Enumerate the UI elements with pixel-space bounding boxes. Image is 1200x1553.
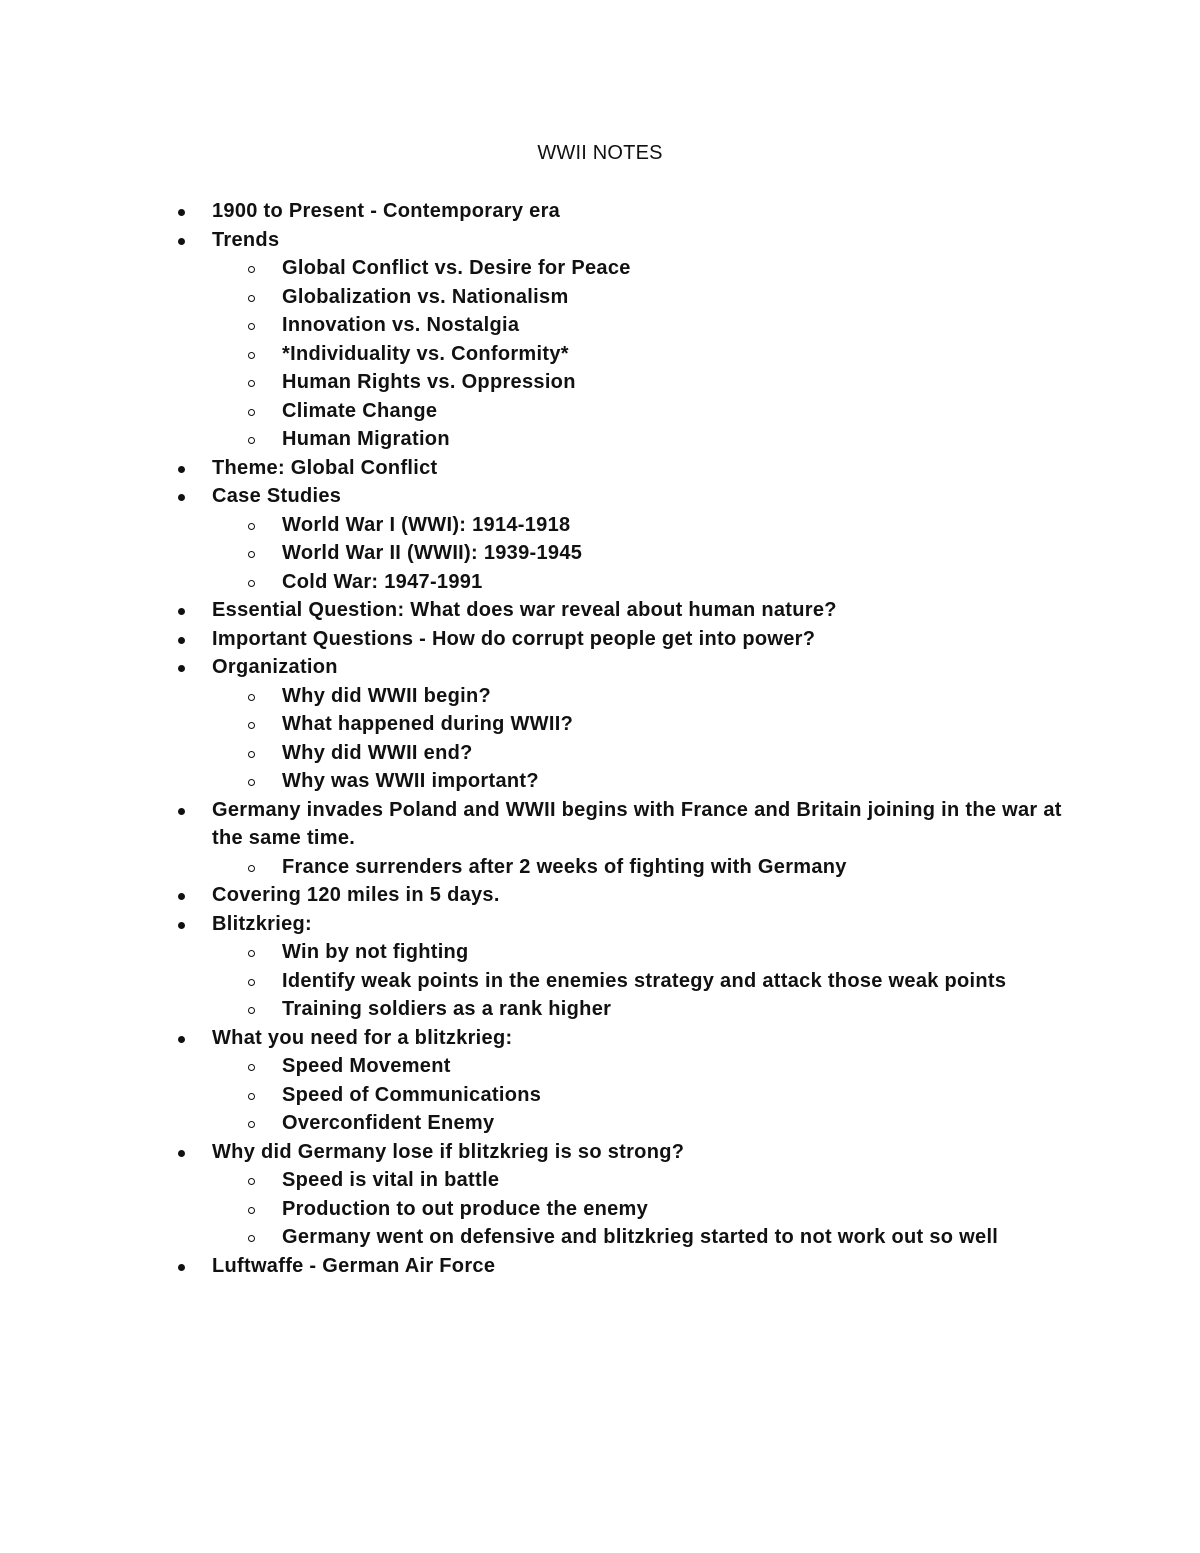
list-item-text: Luftwaffe - German Air Force xyxy=(212,1254,496,1277)
bullet-icon xyxy=(178,608,185,615)
sub-list-item xyxy=(212,1052,1092,1081)
sub-list-item-text: Why did WWII begin? xyxy=(282,684,491,707)
sub-list-item xyxy=(212,853,1092,882)
sub-list-item xyxy=(212,568,1092,597)
sub-list-item-text: Why was WWII important? xyxy=(282,770,539,792)
list-item xyxy=(212,910,1092,1024)
hollow-bullet-icon xyxy=(248,950,255,957)
notes-list xyxy=(212,197,1092,1280)
sub-list-item-text: Human Rights vs. Oppression xyxy=(282,371,576,393)
sub-list-item xyxy=(212,511,1092,540)
list-item-text: Blitzkrieg: xyxy=(212,912,312,935)
bullet-icon xyxy=(178,494,185,501)
hollow-bullet-icon xyxy=(248,551,255,558)
sub-list-item-text: Identify weak points in the enemies strategy and attack those weak points xyxy=(282,969,1007,992)
sub-list-item xyxy=(212,1081,1092,1110)
bullet-icon xyxy=(178,466,185,473)
list-item-text: Trends xyxy=(212,228,280,251)
list-item-text: Organization xyxy=(212,656,338,678)
hollow-bullet-icon xyxy=(248,1064,255,1071)
hollow-bullet-icon xyxy=(248,694,255,701)
list-item xyxy=(212,1024,1092,1138)
bullet-icon xyxy=(178,209,185,216)
bullet-icon xyxy=(178,893,185,900)
list-item-text: Why did Germany lose if blitzkrieg is so strong? xyxy=(212,1140,685,1163)
hollow-bullet-icon xyxy=(248,1207,255,1214)
hollow-bullet-icon xyxy=(248,722,255,729)
sub-list-item xyxy=(212,340,1092,369)
list-item-text: Essential Question: What does war reveal about human nature? xyxy=(212,599,837,621)
sub-list-item-text: France surrenders after 2 weeks of fighting with Germany xyxy=(282,855,847,878)
bullet-icon xyxy=(178,238,185,245)
sub-list-item-text: Why did WWII end? xyxy=(282,741,473,764)
sub-list-item-text: Human Migration xyxy=(282,428,450,450)
sub-list-item xyxy=(212,710,1092,739)
hollow-bullet-icon xyxy=(248,409,255,416)
sub-list xyxy=(212,938,1092,1024)
hollow-bullet-icon xyxy=(248,865,255,872)
sub-list-item-text: Training soldiers as a rank higher xyxy=(282,998,612,1020)
page-title: WWII NOTES xyxy=(537,142,663,164)
hollow-bullet-icon xyxy=(248,295,255,302)
sub-list xyxy=(212,682,1092,796)
sub-list-item-text: World War II (WWII): 1939-1945 xyxy=(282,542,583,564)
bullet-icon xyxy=(178,808,185,815)
sub-list-item-text: Speed Movement xyxy=(282,1055,451,1077)
hollow-bullet-icon xyxy=(248,1093,255,1100)
sub-list-item xyxy=(212,254,1092,283)
hollow-bullet-icon xyxy=(248,580,255,587)
bullet-icon xyxy=(178,1264,185,1271)
sub-list-item xyxy=(212,397,1092,426)
list-item-text: Germany invades Poland and WWII begins with France and Britain joining in the war at the same time. xyxy=(212,798,1062,849)
sub-list-item-text: Globalization vs. Nationalism xyxy=(282,285,569,308)
list-item xyxy=(212,482,1092,596)
sub-list-item xyxy=(212,682,1092,711)
sub-list-item-text: Speed of Communications xyxy=(282,1083,542,1106)
list-item xyxy=(212,1252,1092,1281)
sub-list-item-text: Germany went on defensive and blitzkrieg started to not work out so well xyxy=(282,1226,999,1248)
list-item xyxy=(212,454,1092,483)
sub-list-item-text: Cold War: 1947-1991 xyxy=(282,570,483,593)
sub-list-item-text: Global Conflict vs. Desire for Peace xyxy=(282,257,631,279)
hollow-bullet-icon xyxy=(248,1178,255,1185)
list-item xyxy=(212,197,1092,226)
sub-list xyxy=(212,254,1092,454)
sub-list-item-text: Speed is vital in battle xyxy=(282,1169,500,1191)
list-item xyxy=(212,653,1092,796)
hollow-bullet-icon xyxy=(248,323,255,330)
sub-list-item-text: Overconfident Enemy xyxy=(282,1112,495,1134)
sub-list-item-text: Win by not fighting xyxy=(282,941,469,963)
hollow-bullet-icon xyxy=(248,979,255,986)
list-item xyxy=(212,226,1092,454)
hollow-bullet-icon xyxy=(248,1121,255,1128)
list-item xyxy=(212,796,1092,882)
sub-list-item-text: Production to out produce the enemy xyxy=(282,1197,649,1220)
sub-list-item-text: Climate Change xyxy=(282,399,438,422)
hollow-bullet-icon xyxy=(248,266,255,273)
sub-list-item xyxy=(212,967,1092,996)
sub-list-item xyxy=(212,1166,1092,1195)
sub-list-item xyxy=(212,938,1092,967)
sub-list-item xyxy=(212,995,1092,1024)
sub-list-item xyxy=(212,1109,1092,1138)
sub-list-item xyxy=(212,767,1092,796)
hollow-bullet-icon xyxy=(248,779,255,786)
list-item-text: Theme: Global Conflict xyxy=(212,456,438,479)
hollow-bullet-icon xyxy=(248,523,255,530)
hollow-bullet-icon xyxy=(248,1007,255,1014)
list-item-text: What you need for a blitzkrieg: xyxy=(212,1026,513,1049)
sub-list-item-text: *Individuality vs. Conformity* xyxy=(282,342,569,365)
sub-list-item xyxy=(212,739,1092,768)
sub-list-item xyxy=(212,368,1092,397)
list-item-text: 1900 to Present - Contemporary era xyxy=(212,200,561,222)
sub-list xyxy=(212,1166,1092,1252)
sub-list-item xyxy=(212,539,1092,568)
sub-list-item xyxy=(212,1195,1092,1224)
sub-list-item-text: What happened during WWII? xyxy=(282,713,574,735)
hollow-bullet-icon xyxy=(248,437,255,444)
sub-list-item-text: Innovation vs. Nostalgia xyxy=(282,314,520,336)
bullet-icon xyxy=(178,637,185,644)
sub-list-item xyxy=(212,283,1092,312)
bullet-icon xyxy=(178,665,185,672)
list-item xyxy=(212,596,1092,625)
hollow-bullet-icon xyxy=(248,352,255,359)
hollow-bullet-icon xyxy=(248,751,255,758)
sub-list xyxy=(212,853,1092,882)
sub-list-item xyxy=(212,311,1092,340)
sub-list-item xyxy=(212,1223,1092,1252)
bullet-icon xyxy=(178,922,185,929)
bullet-icon xyxy=(178,1150,185,1157)
list-item-text: Important Questions - How do corrupt people get into power? xyxy=(212,627,816,650)
list-item xyxy=(212,625,1092,654)
list-item xyxy=(212,881,1092,910)
list-item-text: Covering 120 miles in 5 days. xyxy=(212,884,500,906)
sub-list xyxy=(212,511,1092,597)
bullet-icon xyxy=(178,1036,185,1043)
sub-list-item-text: World War I (WWI): 1914-1918 xyxy=(282,513,571,536)
list-item xyxy=(212,1138,1092,1252)
sub-list-item xyxy=(212,425,1092,454)
list-item-text: Case Studies xyxy=(212,485,342,507)
sub-list xyxy=(212,1052,1092,1138)
hollow-bullet-icon xyxy=(248,1235,255,1242)
hollow-bullet-icon xyxy=(248,380,255,387)
